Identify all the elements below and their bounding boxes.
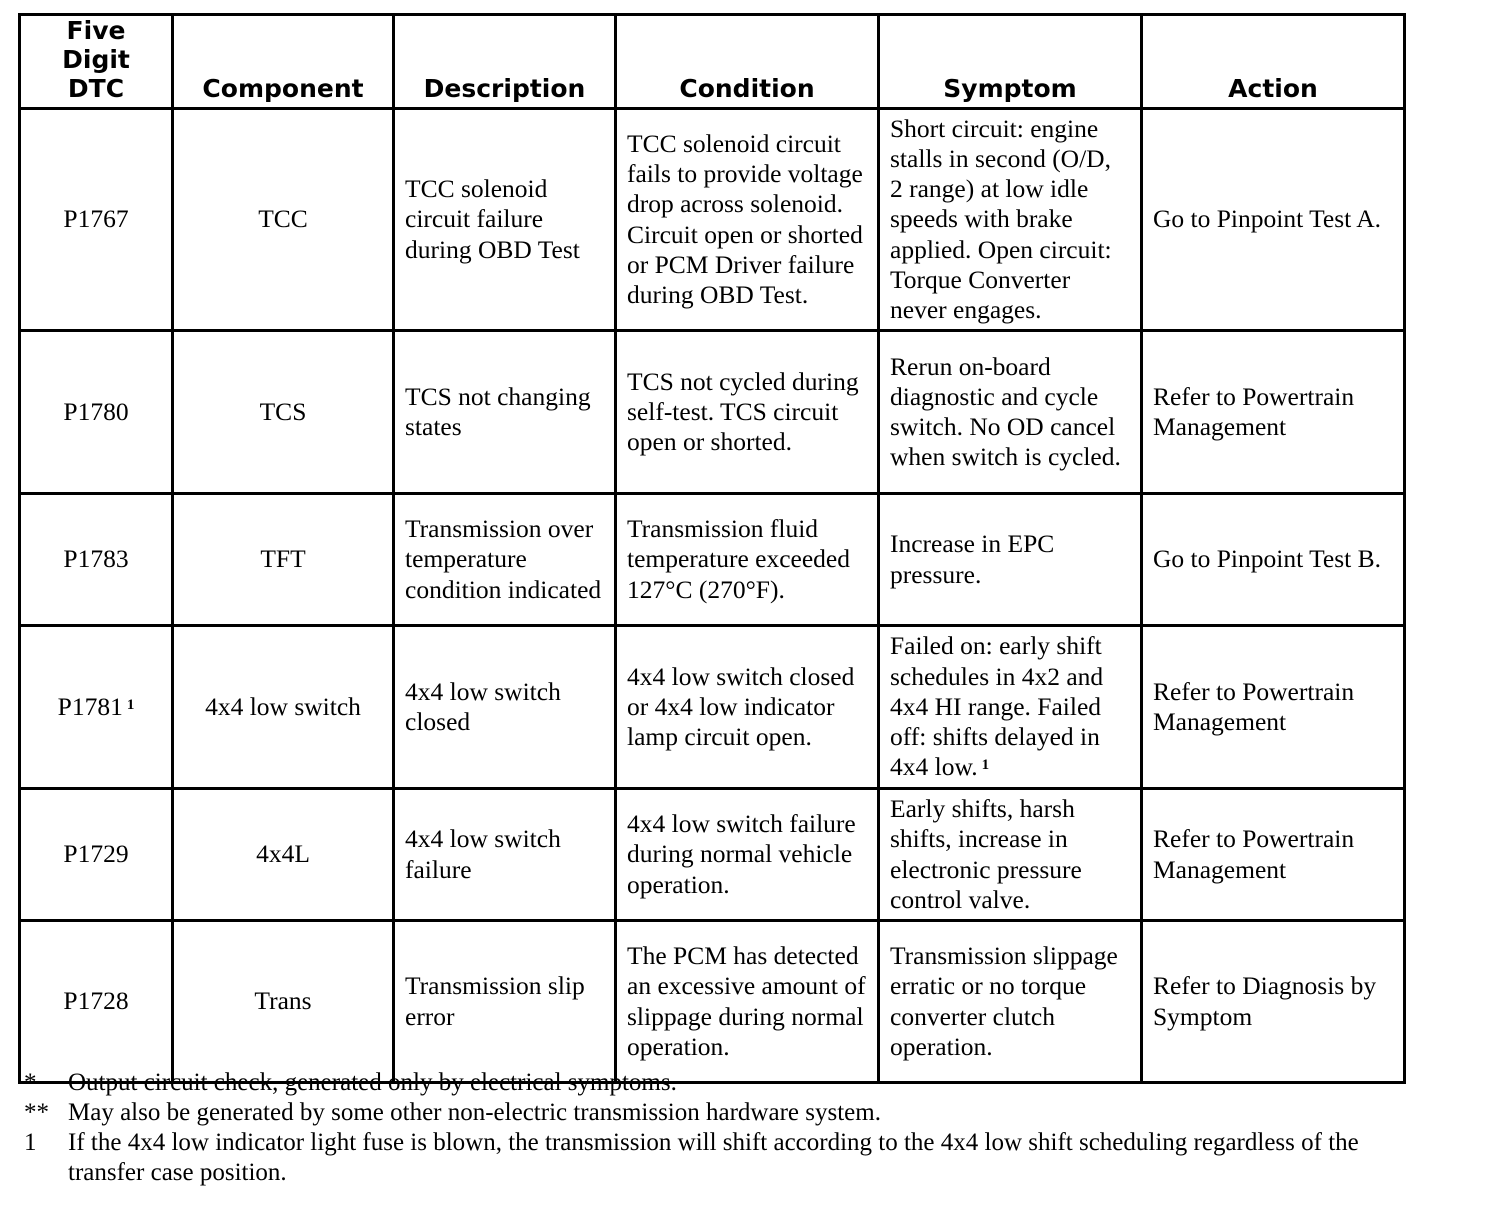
symptom-text: Short circuit: engine stalls in second (O/D, 2 range) at low idle speeds with brake applied. Open circuit: Torque Converter never engages. (890, 113, 1112, 324)
dtc-code: P1729 (63, 839, 129, 869)
condition-cell: TCC solenoid circuit fails to provide voltage drop across solenoid. Circuit open or shorted or PCM Driver failure during OBD Test. (616, 109, 879, 331)
symptom-cell (879, 109, 1142, 331)
symptom-cell (879, 626, 1142, 789)
action-cell: Go to Pinpoint Test A. (1142, 109, 1405, 331)
symptom-cell (879, 494, 1142, 626)
description-cell: TCS not changing states (394, 331, 616, 494)
footnote-mark: 1 (24, 1129, 37, 1156)
description-cell: 4x4 low switch failure (394, 789, 616, 921)
action-cell: Refer to Diagnosis by Symptom (1142, 921, 1405, 1083)
component-cell: TCS (173, 331, 394, 494)
footnotes (24, 1068, 1424, 1188)
header-condition: Condition (616, 15, 879, 109)
action-cell: Go to Pinpoint Test B. (1142, 494, 1405, 626)
dtc-cell (20, 626, 173, 789)
footnote-text: Output circuit check, generated only by electrical symptoms. (68, 1069, 677, 1096)
table-row (20, 494, 1405, 626)
dtc-cell (20, 921, 173, 1083)
symptom-text: Early shifts, harsh shifts, increase in electronic pressure control valve. (890, 794, 1082, 914)
symptom-text: Rerun on-board diagnostic and cycle switch. No OD cancel when switch is cycled. (890, 351, 1121, 472)
symptom-text: Increase in EPC pressure. (890, 529, 1055, 589)
symptom-text: Transmission slippage erratic or no torque converter clutch operation. (890, 941, 1118, 1061)
component-cell: TFT (173, 494, 394, 626)
symptom-footnote-ref: 1 (981, 757, 990, 774)
condition-cell: Transmission fluid temperature exceeded 127°C (270°F). (616, 494, 879, 626)
footnote-text: May also be generated by some other non-electric transmission hardware system. (68, 1099, 881, 1126)
footnote (24, 1068, 1424, 1098)
header-symptom: Symptom (879, 15, 1142, 109)
dtc-cell (20, 494, 173, 626)
header-dtc: Five Digit DTC (20, 15, 173, 109)
header-description: Description (394, 15, 616, 109)
description-cell: TCC solenoid circuit failure during OBD Test (394, 109, 616, 331)
dtc-footnote-ref: 1 (126, 696, 135, 713)
dtc-code: P1781 (57, 691, 123, 721)
dtc-cell (20, 789, 173, 921)
footnote-mark: * (24, 1069, 37, 1096)
symptom-cell (879, 921, 1142, 1083)
footnote (24, 1128, 1424, 1188)
action-cell: Refer to Powertrain Management (1142, 331, 1405, 494)
header-action: Action (1142, 15, 1405, 109)
footnote-text: If the 4x4 low indicator light fuse is blown, the transmission will shift according to the 4x4 low shift scheduling regardless of the transfer case position. (68, 1129, 1359, 1186)
table-row (20, 109, 1405, 331)
component-cell: TCC (173, 109, 394, 331)
symptom-cell (879, 789, 1142, 921)
component-cell: 4x4 low switch (173, 626, 394, 789)
symptom-cell (879, 331, 1142, 494)
action-cell: Refer to Powertrain Management (1142, 789, 1405, 921)
component-cell: Trans (173, 921, 394, 1083)
header-component: Component (173, 15, 394, 109)
description-cell: Transmission over temperature condition indicated (394, 494, 616, 626)
description-cell: Transmission slip error (394, 921, 616, 1083)
dtc-code: P1780 (63, 396, 129, 426)
table-row (20, 626, 1405, 789)
dtc-code: P1783 (63, 544, 129, 574)
condition-cell: TCS not cycled during self-test. TCS circuit open or shorted. (616, 331, 879, 494)
header-row (20, 15, 1405, 109)
description-cell: 4x4 low switch closed (394, 626, 616, 789)
footnote (24, 1098, 1424, 1128)
action-cell: Refer to Powertrain Management (1142, 626, 1405, 789)
condition-cell: 4x4 low switch closed or 4x4 low indicator lamp circuit open. (616, 626, 879, 789)
dtc-code: P1767 (63, 204, 129, 234)
table-row (20, 331, 1405, 494)
condition-cell: The PCM has detected an excessive amount of slippage during normal operation. (616, 921, 879, 1083)
dtc-cell (20, 331, 173, 494)
component-cell: 4x4L (173, 789, 394, 921)
footnote-mark: ** (24, 1099, 49, 1126)
dtc-code: P1728 (63, 986, 129, 1016)
table-row (20, 921, 1405, 1083)
dtc-cell (20, 109, 173, 331)
table-row (20, 789, 1405, 921)
dtc-table (18, 13, 1406, 1084)
condition-cell: 4x4 low switch failure during normal vehicle operation. (616, 789, 879, 921)
symptom-text: Failed on: early shift schedules in 4x2 and 4x4 HI range. Failed off: shifts delayed in 4x4 low. (890, 631, 1104, 782)
